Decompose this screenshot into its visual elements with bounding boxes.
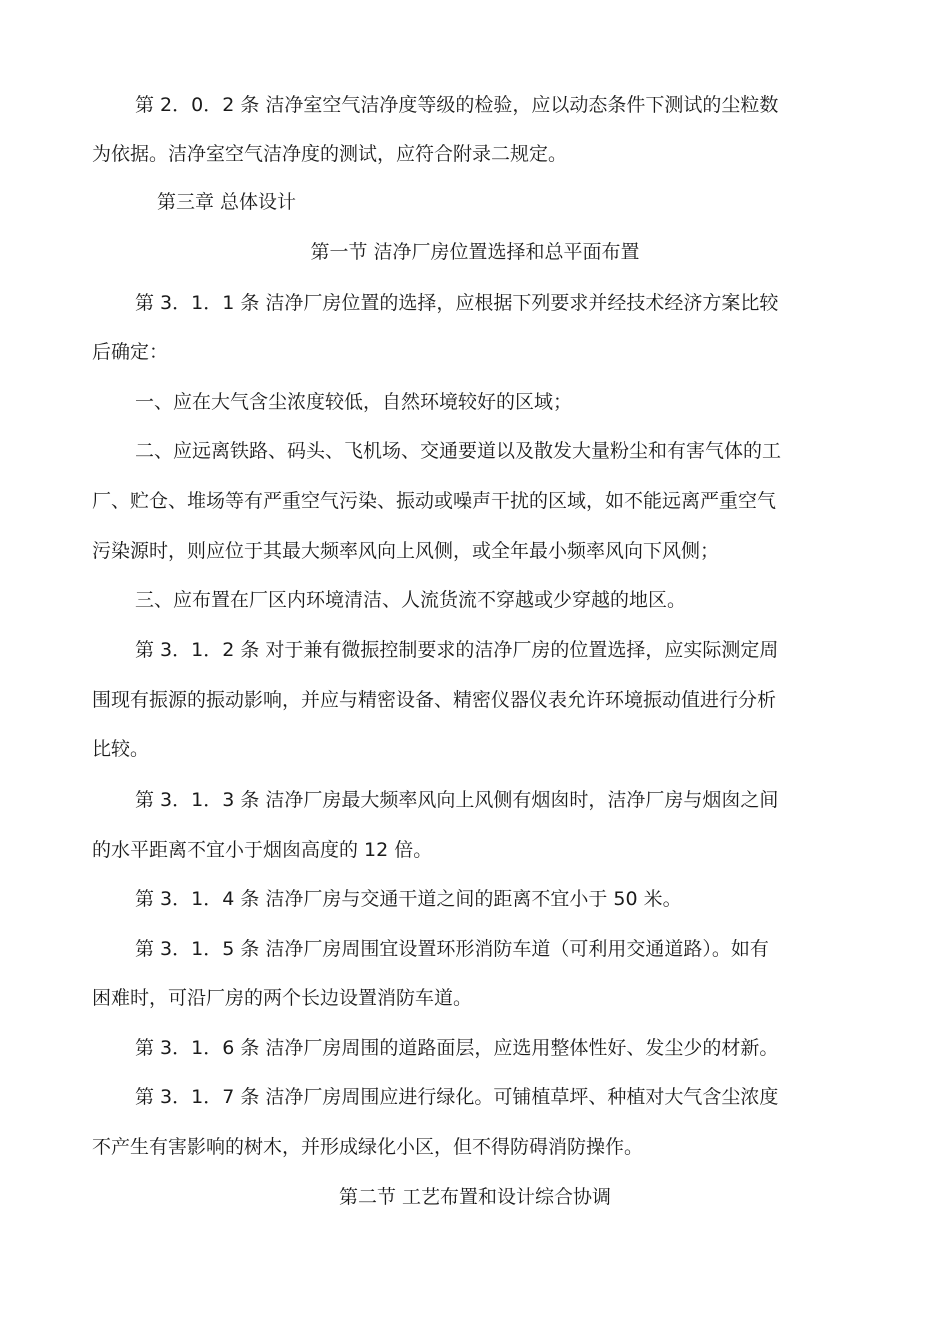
text-line: 第 3．1．5 条 洁净厂房周围宜设置环形消防车道（可利用交通道路）。如有 [135,938,769,960]
text-line: 为依据。洁净室空气洁净度的测试，应符合附录二规定。 [92,143,568,165]
text-line: 污染源时，则应位于其最大频率风向上风侧，或全年最小频率风向下风侧； [92,540,720,562]
section-heading: 第一节 洁净厂房位置选择和总平面布置 [310,241,640,263]
text-line: 二、应远离铁路、码头、飞机场、交通要道以及散发大量粉尘和有害气体的工 [135,440,782,462]
text-line: 不产生有害影响的树木，并形成绿化小区，但不得防碍消防操作。 [92,1136,644,1158]
text-line: 第 3．1．7 条 洁净厂房周围应进行绿化。可铺植草坪、种植对大气含尘浓度 [135,1086,779,1108]
chapter-heading: 第三章 总体设计 [157,191,297,213]
text-line: 厂、贮仓、堆场等有严重空气污染、振动或噪声干扰的区域，如不能远离严重空气 [92,490,777,512]
text-line: 围现有振源的振动影响，并应与精密设备、精密仪器仪表允许环境振动值进行分析 [92,689,777,711]
text-line: 第 3．1．3 条 洁净厂房最大频率风向上风侧有烟囱时，洁净厂房与烟囱之间 [135,789,779,811]
text-line: 一、应在大气含尘浓度较低，自然环境较好的区域； [135,391,573,413]
text-line: 三、应布置在厂区内环境清洁、人流货流不穿越或少穿越的地区。 [135,589,687,611]
section-heading: 第二节 工艺布置和设计综合协调 [338,1186,612,1208]
text-line: 后确定： [92,341,169,363]
text-line: 的水平距离不宜小于烟囱高度的 12 倍。 [92,839,433,861]
text-line: 第 3．1．1 条 洁净厂房位置的选择，应根据下列要求并经技术经济方案比较 [135,292,779,314]
text-line: 困难时，可沿厂房的两个长边设置消防车道。 [92,987,473,1009]
text-line: 第 3．1．6 条 洁净厂房周围的道路面层，应选用整体性好、发尘少的材新。 [135,1037,779,1059]
text-line: 比较。 [92,738,150,760]
text-line: 第 3．1．4 条 洁净厂房与交通干道之间的距离不宜小于 50 米。 [135,888,682,910]
text-line: 第 3．1．2 条 对于兼有微振控制要求的洁净厂房的位置选择，应实际测定周 [135,639,779,661]
text-line: 第 2．0．2 条 洁净室空气洁净度等级的检验，应以动态条件下测试的尘粒数 [135,94,779,116]
